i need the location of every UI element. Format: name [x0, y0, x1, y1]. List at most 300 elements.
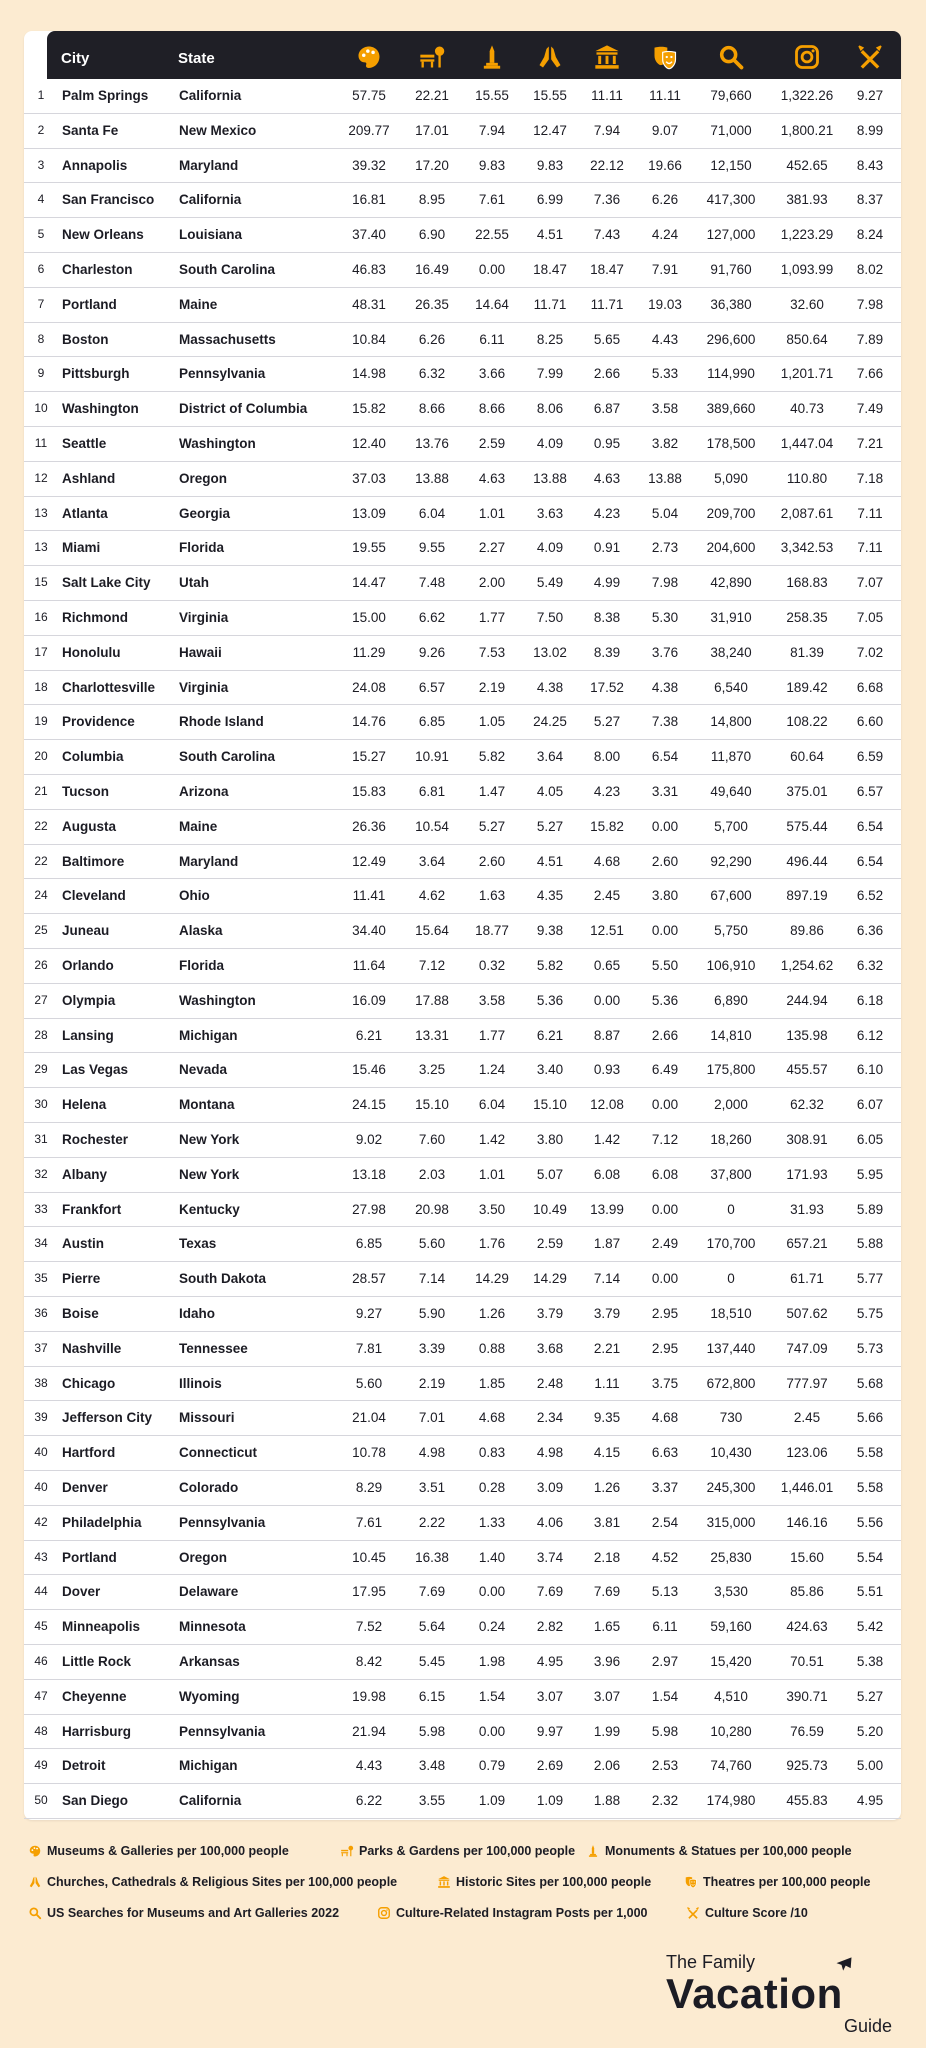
rank-cell: 34: [34, 1236, 48, 1251]
searches-cell: 18,260: [710, 1132, 752, 1147]
bench-tree-icon: [340, 1844, 354, 1858]
museums-cell: 13.18: [352, 1166, 386, 1182]
instagram-cell: 925.73: [786, 1758, 828, 1774]
parks-cell: 6.57: [418, 679, 446, 695]
museums-cell: 15.83: [352, 784, 386, 799]
parks-cell: 6.85: [418, 714, 446, 730]
rank-cell: 43: [34, 1549, 48, 1564]
religious-cell: 4.95: [536, 1654, 564, 1669]
monuments-cell: 1.01: [478, 505, 506, 521]
searches-cell: 71,000: [710, 122, 752, 138]
city-cell: Olympia: [62, 992, 116, 1008]
table-row: [24, 1575, 901, 1610]
palette-icon: [28, 1844, 42, 1858]
state-cell: California: [179, 88, 242, 103]
parks-cell: 16.49: [415, 262, 449, 277]
historic-cell: 7.36: [593, 192, 621, 208]
searches-cell: 5,700: [714, 818, 748, 834]
parks-cell: 2.19: [418, 1375, 446, 1391]
theatres-cell: 13.88: [648, 470, 682, 486]
museums-cell: 14.98: [352, 366, 386, 382]
state-cell: Montana: [179, 1097, 235, 1113]
legend-label: Churches, Cathedrals & Religious Sites per 100,000 people: [47, 1875, 398, 1889]
theatres-cell: 5.98: [651, 1723, 679, 1739]
religious-cell: 3.63: [536, 505, 564, 521]
city-cell: Little Rock: [62, 1654, 132, 1669]
state-cell: South Carolina: [179, 262, 276, 277]
museums-cell: 10.78: [352, 1445, 386, 1461]
religious-cell: 3.64: [536, 749, 564, 765]
table-row: [24, 1471, 901, 1506]
table-header: [47, 31, 901, 79]
theatres-cell: 19.66: [648, 157, 682, 173]
instagram-cell: 89.86: [790, 923, 824, 939]
theatres-cell: 2.32: [651, 1793, 679, 1809]
museums-cell: 16.09: [352, 992, 386, 1008]
rank-cell: 19: [34, 714, 48, 729]
museums-cell: 28.57: [352, 1271, 386, 1287]
searches-cell: 92,290: [710, 853, 752, 869]
state-cell: Idaho: [179, 1306, 215, 1321]
city-cell: Harrisburg: [62, 1723, 132, 1739]
museums-cell: 6.85: [355, 1236, 383, 1252]
table-row: [24, 1158, 901, 1193]
table-row: [24, 810, 901, 845]
city-cell: Seattle: [62, 436, 107, 451]
state-cell: Ohio: [179, 888, 210, 904]
score-cell: 6.18: [856, 992, 884, 1008]
table-row: [24, 1123, 901, 1158]
instagram-cell: 897.19: [786, 888, 828, 904]
rank-cell: 30: [34, 1097, 48, 1112]
table-row: [24, 1436, 901, 1471]
score-cell: 6.10: [856, 1062, 884, 1078]
museums-cell: 46.83: [352, 262, 386, 277]
score-cell: 6.36: [856, 923, 884, 939]
theatres-cell: 0.00: [651, 1201, 679, 1217]
score-cell: 7.18: [856, 470, 884, 486]
historic-cell: 2.21: [593, 1340, 621, 1356]
legend-label: Theatres per 100,000 people: [703, 1875, 871, 1889]
museums-cell: 11.41: [352, 888, 386, 904]
rank-cell: 15: [34, 575, 48, 590]
city-cell: Santa Fe: [62, 122, 119, 138]
monuments-cell: 8.66: [478, 401, 506, 417]
theatres-cell: 0.00: [651, 1271, 679, 1287]
historic-cell: 9.35: [593, 1410, 621, 1426]
rank-cell: 50: [34, 1793, 48, 1808]
city-cell: Tucson: [62, 784, 109, 799]
searches-cell: 49,640: [710, 784, 752, 799]
state-cell: Colorado: [179, 1480, 239, 1495]
museums-cell: 24.08: [352, 679, 386, 695]
rank-cell: 16: [34, 610, 48, 624]
state-cell: Alaska: [179, 923, 223, 939]
score-cell: 5.75: [856, 1306, 884, 1321]
city-cell: Honolulu: [62, 644, 121, 660]
score-cell: 5.42: [856, 1619, 884, 1635]
legend-item: [684, 1875, 870, 1889]
searches-cell: 15,420: [710, 1654, 752, 1669]
state-cell: Georgia: [179, 505, 231, 521]
theatres-cell: 3.76: [651, 644, 679, 660]
table-row: [24, 775, 901, 810]
parks-cell: 6.32: [418, 366, 446, 382]
religious-cell: 2.34: [536, 1410, 564, 1426]
rank-cell: 49: [34, 1758, 48, 1773]
table-row: [24, 183, 901, 218]
legend-label: Culture-Related Instagram Posts per 1,000: [396, 1906, 648, 1920]
parks-cell: 5.64: [418, 1619, 446, 1635]
legend-label: Historic Sites per 100,000 people: [456, 1875, 652, 1889]
parks-cell: 5.60: [418, 1236, 446, 1252]
instagram-cell: 1,446.01: [780, 1480, 834, 1495]
monuments-cell: 1.40: [478, 1549, 506, 1565]
monuments-cell: 0.32: [478, 958, 506, 973]
monuments-cell: 4.68: [478, 1410, 506, 1426]
state-cell: Louisiana: [179, 227, 243, 243]
historic-cell: 22.12: [590, 157, 624, 173]
historic-cell: 4.23: [593, 784, 621, 799]
table-row: [24, 357, 901, 392]
religious-cell: 7.99: [536, 366, 564, 382]
state-cell: Florida: [179, 540, 225, 556]
city-cell: Las Vegas: [62, 1062, 129, 1078]
search-icon: [28, 1906, 42, 1920]
parks-cell: 7.01: [418, 1410, 446, 1426]
city-cell: Ashland: [62, 470, 116, 486]
museums-cell: 5.60: [355, 1375, 383, 1391]
museums-cell: 39.32: [352, 157, 386, 173]
rank-cell: 27: [34, 992, 48, 1007]
theatres-cell: 3.31: [651, 784, 679, 799]
bench-tree-icon: [418, 43, 446, 71]
searches-cell: 14,800: [710, 714, 752, 730]
table-row: [24, 1088, 901, 1123]
state-cell: New York: [179, 1166, 240, 1182]
table-row: [24, 1541, 901, 1576]
searches-cell: 3,530: [714, 1584, 748, 1600]
historic-cell: 7.94: [593, 122, 621, 138]
religious-cell: 7.69: [536, 1584, 564, 1600]
score-cell: 5.54: [856, 1549, 884, 1565]
theatres-cell: 0.00: [651, 1097, 679, 1113]
city-cell: Richmond: [62, 610, 128, 625]
theatres-cell: 11.11: [649, 88, 681, 103]
searches-cell: 14,810: [710, 1027, 752, 1043]
searches-cell: 2,000: [714, 1097, 748, 1113]
searches-cell: 31,910: [710, 610, 752, 625]
logo-top-text: The Family: [666, 1952, 756, 1972]
instagram-cell: 455.83: [786, 1793, 828, 1809]
museums-cell: 26.36: [352, 818, 386, 834]
historic-cell: 2.66: [593, 366, 621, 382]
state-cell: District of Columbia: [179, 401, 308, 417]
state-cell: Connecticut: [179, 1445, 258, 1461]
city-cell: Austin: [62, 1236, 104, 1252]
score-cell: 5.89: [856, 1201, 884, 1217]
museums-cell: 11.29: [352, 644, 386, 660]
monuments-cell: 1.05: [478, 714, 506, 730]
city-cell: Portland: [62, 296, 117, 312]
instagram-cell: 308.91: [786, 1132, 828, 1147]
rank-cell: 36: [34, 1306, 48, 1320]
religious-cell: 5.27: [536, 818, 564, 834]
religious-cell: 11.71: [533, 296, 567, 312]
museums-cell: 48.31: [352, 296, 386, 312]
table-row: [24, 1193, 901, 1228]
theatres-cell: 4.43: [651, 331, 679, 347]
parks-cell: 2.22: [418, 1514, 446, 1530]
religious-cell: 4.06: [536, 1514, 564, 1530]
theatres-cell: 2.54: [651, 1514, 679, 1530]
score-cell: 8.37: [856, 192, 884, 208]
instagram-cell: 70.51: [790, 1654, 824, 1669]
searches-cell: 0: [727, 1271, 735, 1287]
city-cell: Frankfort: [62, 1201, 122, 1217]
monuments-cell: 1.76: [478, 1236, 506, 1252]
city-cell: Cheyenne: [62, 1688, 127, 1704]
monuments-cell: 6.04: [478, 1097, 506, 1113]
theatres-cell: 2.73: [651, 540, 679, 556]
table-row: [24, 1401, 901, 1436]
praying-hands-icon: [28, 1875, 42, 1889]
instagram-cell: 1,447.04: [780, 436, 834, 451]
historic-cell: 3.07: [593, 1688, 621, 1704]
table-row: [24, 1053, 901, 1088]
table-row: [24, 427, 901, 462]
religious-cell: 3.07: [536, 1688, 564, 1704]
state-cell: Washington: [179, 992, 256, 1008]
parks-cell: 10.91: [415, 749, 449, 765]
city-cell: Nashville: [62, 1340, 122, 1356]
score-cell: 7.66: [856, 366, 884, 382]
museums-cell: 37.03: [352, 470, 386, 486]
state-cell: New York: [179, 1132, 240, 1147]
theatres-cell: 2.53: [651, 1758, 679, 1774]
score-cell: 7.89: [856, 331, 884, 347]
legend-item: [340, 1844, 575, 1858]
rank-cell: 33: [34, 1201, 48, 1216]
table-row: [24, 1332, 901, 1367]
monuments-cell: 3.50: [478, 1201, 506, 1217]
searches-cell: 42,890: [710, 575, 752, 591]
instagram-cell: 3,342.53: [780, 540, 834, 556]
table-row: [24, 392, 901, 427]
monuments-cell: 1.09: [478, 1793, 506, 1809]
parks-cell: 17.88: [415, 992, 449, 1008]
museums-cell: 14.76: [352, 714, 386, 730]
brand-logo: [666, 1952, 896, 2038]
city-cell: Miami: [62, 540, 101, 556]
museums-cell: 4.43: [355, 1758, 383, 1774]
monuments-cell: 2.59: [478, 436, 506, 451]
instagram-cell: 135.98: [786, 1027, 828, 1043]
historic-cell: 3.81: [593, 1514, 621, 1530]
museums-cell: 21.04: [352, 1410, 386, 1426]
instagram-cell: 507.62: [786, 1306, 828, 1321]
religious-cell: 4.09: [536, 436, 564, 451]
museums-cell: 34.40: [352, 923, 386, 939]
score-cell: 6.57: [856, 784, 884, 799]
religious-cell: 18.47: [533, 262, 567, 277]
city-cell: Providence: [62, 714, 135, 730]
historic-cell: 17.52: [590, 679, 624, 695]
theatres-cell: 6.26: [651, 192, 679, 208]
state-cell: Michigan: [179, 1027, 238, 1043]
searches-cell: 18,510: [710, 1306, 752, 1321]
score-cell: 8.43: [856, 157, 884, 173]
historic-cell: 8.39: [593, 644, 621, 660]
logo-bottom-text: Guide: [843, 2016, 892, 2036]
monument-icon: [586, 1844, 600, 1858]
theatres-cell: 3.37: [651, 1480, 679, 1495]
religious-cell: 4.51: [536, 853, 564, 869]
logo-main-text: Vacation: [666, 1970, 843, 2017]
monuments-cell: 1.47: [478, 784, 506, 799]
state-cell: South Dakota: [179, 1271, 267, 1287]
historic-cell: 6.08: [593, 1166, 621, 1182]
state-cell: Pennsylvania: [179, 366, 266, 382]
rank-cell: 40: [34, 1445, 48, 1460]
state-cell: Wyoming: [179, 1688, 240, 1704]
theatres-cell: 4.68: [651, 1410, 679, 1426]
monuments-cell: 14.64: [475, 296, 509, 312]
score-cell: 5.58: [856, 1480, 884, 1495]
rank-cell: 13: [34, 505, 48, 520]
table-row: [24, 984, 901, 1019]
parks-cell: 13.88: [415, 470, 449, 486]
state-cell: Utah: [179, 575, 209, 591]
score-cell: 6.12: [856, 1027, 884, 1043]
score-cell: 6.52: [856, 888, 884, 904]
searches-cell: 12,150: [710, 157, 752, 173]
religious-cell: 9.38: [536, 923, 564, 939]
historic-cell: 0.00: [593, 992, 621, 1008]
parks-cell: 8.95: [418, 192, 446, 208]
monuments-cell: 0.00: [478, 262, 506, 277]
parks-cell: 13.31: [415, 1027, 449, 1043]
score-cell: 5.00: [856, 1758, 884, 1774]
searches-cell: 170,700: [706, 1236, 756, 1252]
score-cell: 6.59: [856, 749, 884, 765]
score-cell: 5.88: [856, 1236, 884, 1252]
museums-cell: 15.46: [352, 1062, 386, 1078]
museums-cell: 13.09: [352, 505, 386, 521]
searches-cell: 209,700: [706, 505, 756, 521]
religious-cell: 13.02: [533, 644, 567, 660]
rank-cell: 6: [37, 262, 45, 276]
museums-cell: 9.02: [355, 1132, 383, 1147]
city-cell: Palm Springs: [62, 88, 149, 103]
parks-cell: 3.48: [418, 1758, 446, 1774]
instagram-cell: 850.64: [786, 331, 828, 347]
monuments-cell: 0.00: [478, 1584, 506, 1600]
monuments-cell: 1.98: [478, 1654, 506, 1669]
religious-cell: 3.09: [536, 1480, 564, 1495]
instagram-cell: 31.93: [790, 1201, 824, 1217]
religious-cell: 15.55: [533, 88, 567, 103]
instagram-icon: [377, 1906, 391, 1920]
rank-cell: 5: [37, 227, 45, 242]
legend-item: [686, 1906, 808, 1920]
theatres-cell: 4.38: [651, 679, 679, 695]
searches-cell: 59,160: [710, 1619, 752, 1635]
instagram-cell: 171.93: [786, 1166, 828, 1182]
table-row: [24, 1297, 901, 1332]
table-row: [24, 79, 901, 114]
score-cell: 8.99: [856, 122, 884, 138]
searches-cell: 6,540: [714, 679, 748, 695]
city-cell: Washington: [62, 401, 139, 417]
legend-item: [28, 1844, 289, 1858]
city-cell: Helena: [62, 1097, 107, 1113]
searches-cell: 6,890: [714, 992, 748, 1008]
theatres-cell: 5.50: [651, 958, 679, 973]
searches-cell: 106,910: [706, 958, 756, 973]
table-row: [24, 1019, 901, 1054]
rank-cell: 28: [34, 1027, 48, 1042]
parks-cell: 7.69: [418, 1584, 446, 1600]
rank-cell: 42: [34, 1514, 48, 1529]
table-row: [24, 1749, 901, 1784]
searches-cell: 67,600: [710, 888, 752, 904]
parks-cell: 6.04: [418, 505, 446, 521]
historic-cell: 7.43: [593, 227, 621, 243]
historic-cell: 3.79: [593, 1306, 621, 1321]
instagram-cell: 1,093.99: [780, 262, 834, 277]
parks-cell: 6.26: [418, 331, 446, 347]
historic-cell: 8.38: [593, 610, 621, 625]
parks-cell: 6.90: [418, 227, 446, 243]
religious-cell: 3.40: [536, 1062, 564, 1078]
monuments-cell: 18.77: [475, 923, 509, 939]
monuments-cell: 0.88: [478, 1340, 506, 1356]
score-cell: 7.49: [856, 401, 884, 417]
searches-cell: 672,800: [706, 1375, 756, 1391]
historic-cell: 1.99: [593, 1723, 621, 1739]
legend-label: Parks & Gardens per 100,000 people: [359, 1844, 576, 1858]
religious-cell: 15.10: [533, 1097, 567, 1113]
score-cell: 7.11: [857, 540, 883, 556]
museums-cell: 15.82: [352, 401, 386, 417]
city-cell: Portland: [62, 1549, 117, 1565]
museums-cell: 15.27: [352, 749, 386, 765]
state-cell: Arkansas: [179, 1654, 240, 1669]
city-cell: Salt Lake City: [62, 575, 151, 591]
searches-cell: 36,380: [710, 296, 752, 312]
rank-cell: 3: [37, 157, 45, 172]
rank-cell: 11: [34, 436, 48, 450]
parks-cell: 15.10: [415, 1097, 449, 1113]
rank-cell: 21: [34, 784, 48, 798]
religious-cell: 3.79: [536, 1306, 564, 1321]
searches-cell: 74,760: [710, 1758, 752, 1774]
instagram-cell: 390.71: [786, 1688, 828, 1704]
theatres-cell: 4.52: [651, 1549, 679, 1565]
searches-cell: 174,980: [706, 1793, 756, 1809]
state-cell: Virginia: [179, 679, 229, 695]
museums-cell: 209.77: [348, 122, 390, 138]
search-icon: [717, 43, 745, 71]
palette-icon: [355, 43, 383, 71]
theatres-cell: 7.38: [651, 714, 679, 730]
theatres-cell: 6.54: [651, 749, 679, 765]
religious-cell: 4.05: [536, 784, 564, 799]
monuments-cell: 2.60: [478, 853, 506, 869]
museums-cell: 21.94: [352, 1723, 386, 1739]
museums-cell: 11.64: [352, 958, 386, 973]
